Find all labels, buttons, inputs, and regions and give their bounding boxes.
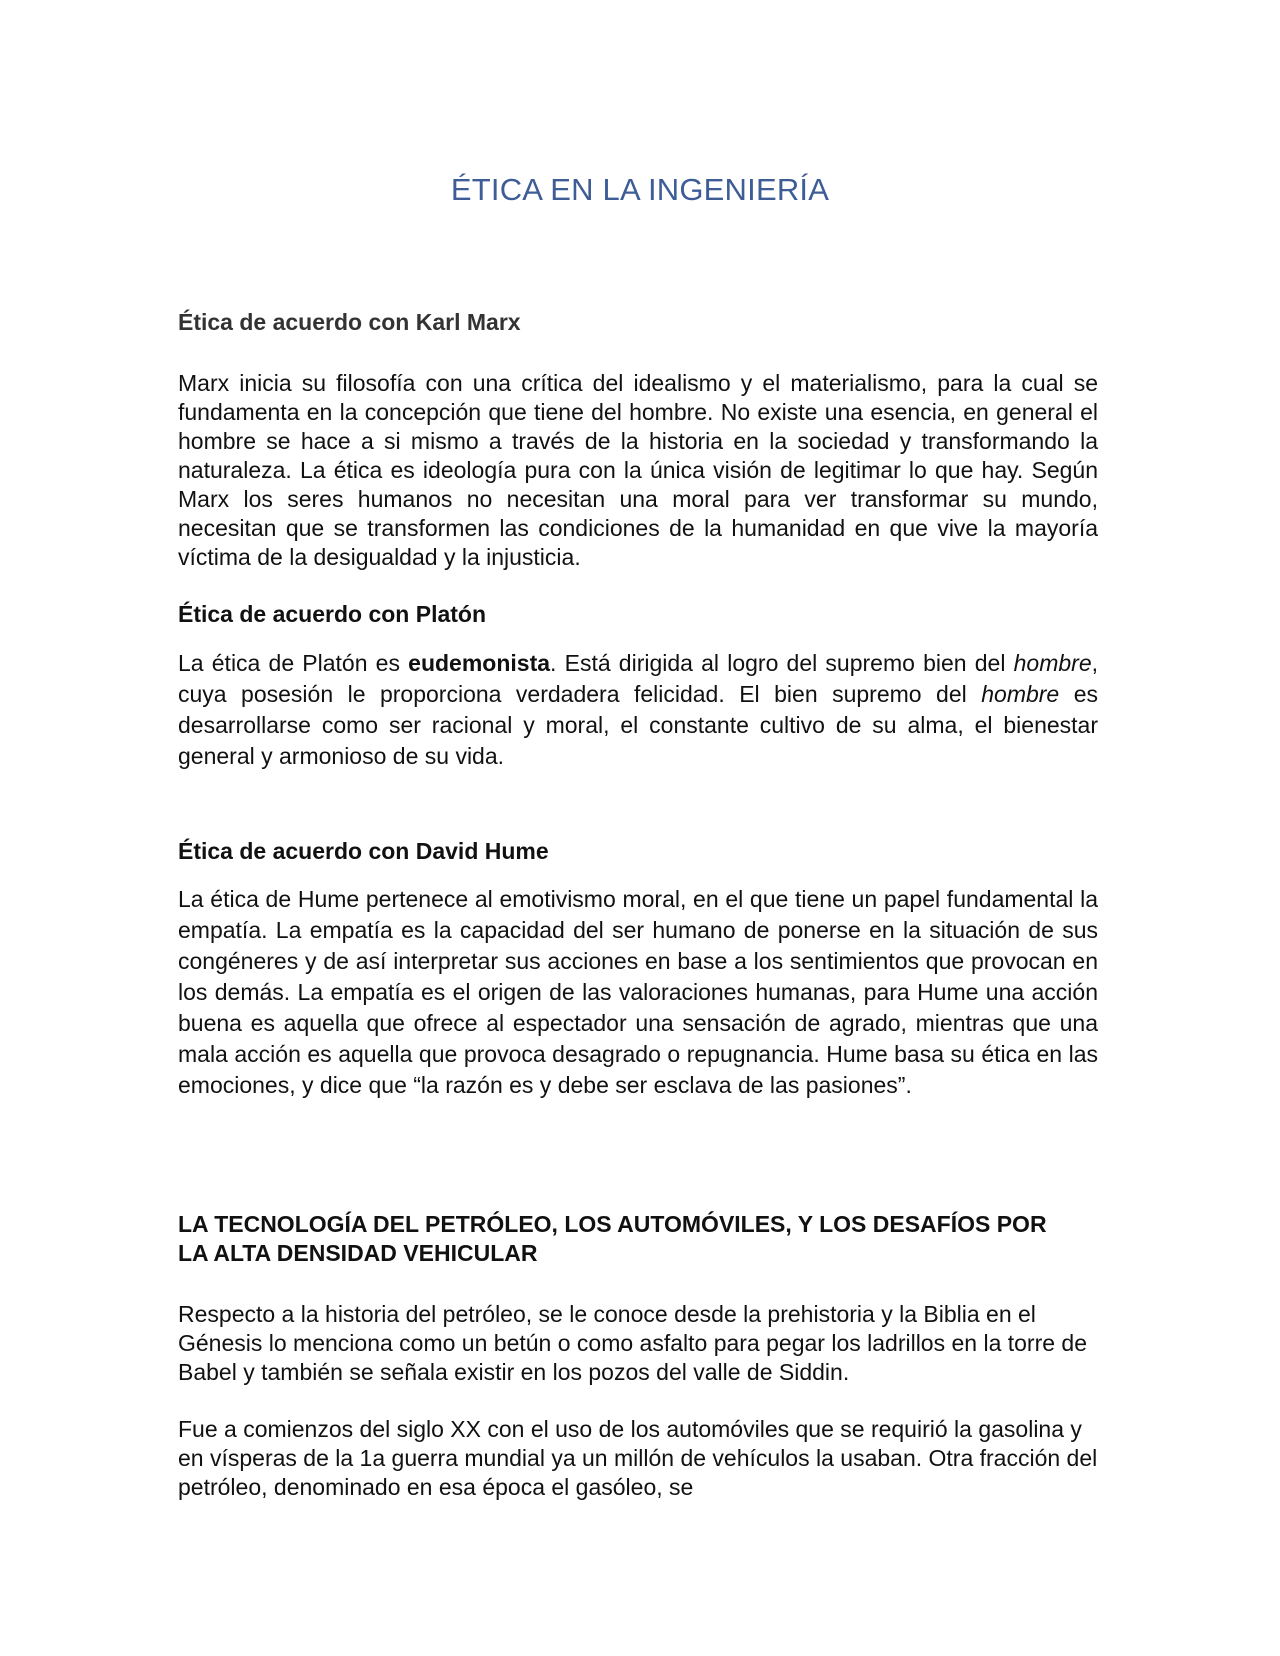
platon-italic-hombre-2: hombre (981, 681, 1060, 707)
section-heading-hume: Ética de acuerdo con David Hume (178, 838, 549, 864)
document-title: ÉTICA EN LA INGENIERÍA (450, 172, 830, 207)
platon-text-4: es desarrollarse como ser racional y moral, el constante cultivo de su alma, el bienestar general y armonioso de su vida. (178, 681, 1098, 769)
platon-text-3: , cuya posesión le proporciona verdadera felicidad. El bien supremo del (178, 650, 1098, 707)
section-heading-platon: Ética de acuerdo con Platón (178, 601, 487, 627)
section-body-platon (178, 648, 1098, 772)
platon-text-1: La ética de Platón es (178, 650, 409, 676)
section-body-hume: La ética de Hume pertenece al emotivismo moral, en el que tiene un papel fundamental la empatía. La empatía es la capacidad del ser humano de ponerse en la situación de sus congéneres y de así interpretar sus acciones en base a los sentimientos que provocan en los demás. La empatía es el origen de las valoraciones humanas, para Hume una acción buena es aquella que ofrece al espectador una sensación de agrado, mientras que una mala acción es aquella que provoca desagrado o repugnancia. Hume basa su ética en las emociones, y dice que “la razón es y debe ser esclava de las pasiones”. (178, 886, 1098, 1098)
section-paragraph-petroleo-2: Fue a comienzos del siglo XX con el uso de los automóviles que se requirió la gasolina y en vísperas de la 1a guerra mundial ya un millón de vehículos la usaban. Otra fracción del petróleo, denominado en esa época el gasóleo, se (178, 1416, 1098, 1500)
section-paragraph-petroleo-1: Respecto a la historia del petróleo, se le conoce desde la prehistoria y la Biblia en el Génesis lo menciona como un betún o como asfalto para pegar los ladrillos en la torre de Babel y también se señala existir en los pozos del valle de Siddin. (178, 1301, 1088, 1385)
platon-bold-eudemonista: eudemonista (408, 650, 551, 676)
platon-text-2: . Está dirigida al logro del supremo bien del (550, 650, 1014, 676)
platon-italic-hombre-1: hombre (1013, 650, 1092, 676)
section-heading-petroleo: LA TECNOLOGÍA DEL PETRÓLEO, LOS AUTOMÓVILES, Y LOS DESAFÍOS POR LA ALTA DENSIDAD VEHICULAR (178, 1211, 1047, 1266)
section-heading-marx: Ética de acuerdo con Karl Marx (178, 309, 521, 335)
section-body-marx: Marx inicia su filosofía con una crítica del idealismo y el materialismo, para la cual se fundamenta en la concepción que tiene del hombre. No existe una esencia, en general el hombre se hace a si mismo a través de la historia en la sociedad y transformando la naturaleza. La ética es ideología pura con la única visión de legitimar lo que hay. Según Marx los seres humanos no necesitan una moral para ver transformar su mundo, necesitan que se transformen las condiciones de la humanidad en que vive la mayoría víctima de la desigualdad y la injusticia. (178, 370, 1098, 570)
